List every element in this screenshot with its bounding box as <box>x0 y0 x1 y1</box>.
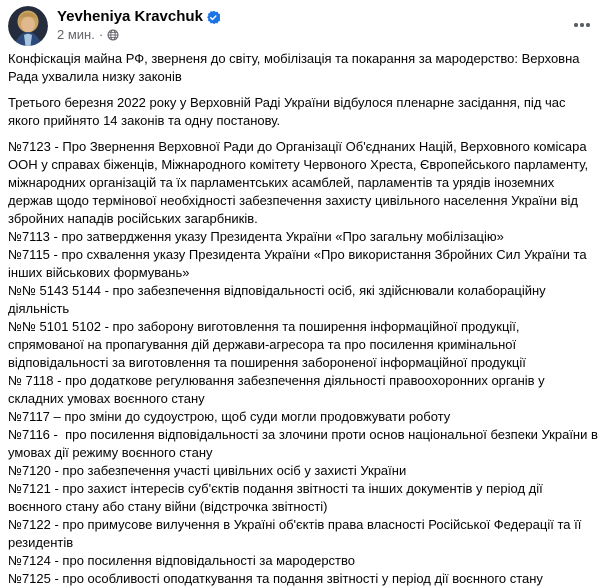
post-paragraph: №7123 - Про Звернення Верховної Ради до Організації Об'єднаних Націй, Верховного комісара ООН у справах біженців, Міжнародного комітету Червоного Хреста, Європейського парламенту, міжнародних організацій та їх парламентських асамблей, парламентів та урядів іноземних держав щодо термінової необхідності забезпечення захисту цивільного населення України від збройних нападів російських загарбників. <box>8 139 592 226</box>
post-paragraph: №7125 - про особливості оподаткування та подання звітності у період дії воєнного стану <box>8 571 543 586</box>
post-paragraph: №7121 - про захист інтересів суб'єктів подання звітності та інших документів у період дії воєнного стану або стану війни (відстрочка звітності) <box>8 481 547 514</box>
post-meta-row <box>57 27 566 42</box>
post-content <box>0 48 606 588</box>
globe-icon <box>107 29 119 41</box>
header-meta <box>57 5 566 42</box>
post-paragraph: Третього березня 2022 року у Верховній Раді України відбулося пленарне засідання, під час якого прийнято 14 законів та одну постанову. <box>8 95 570 128</box>
post-paragraph: № 7118 - про додаткове регулювання забезпечення діяльності правоохоронних органів у складних умовах воєнного стану <box>8 373 549 406</box>
meta-separator: · <box>98 27 104 42</box>
post-paragraph: №№ 5101 5102 - про заборону виготовлення та поширення інформаційної продукції, спрямованої на пропагування дій держави-агресора та про посилення кримінальної відповідальності за виготовлення та поширення забороненої інформаційної продукції <box>8 319 526 370</box>
post-paragraph: Конфіскація майна РФ, зверненя до світу, мобілізація та покарання за мародерство: Верховна Рада ухвалила низку законів <box>8 51 584 84</box>
post-header <box>0 0 606 48</box>
post-paragraph: №№ 5143 5144 - про забезпечення відповідальності осіб, які здійснювали колабораційну діяльність <box>8 283 550 316</box>
avatar-photo <box>8 6 48 46</box>
post-paragraph: №7113 - про затвердження указу Президента України «Про загальну мобілізацію» <box>8 229 504 244</box>
verified-badge-icon <box>207 11 220 24</box>
avatar[interactable] <box>8 6 48 46</box>
post-paragraph: №7117 – про зміни до судоустрою, щоб суди могли продовжувати роботу <box>8 409 451 424</box>
post-paragraph: №7120 - про забезпечення участі цивільних осіб у захисті України <box>8 463 407 478</box>
timestamp-link[interactable]: 2 мин. <box>57 27 95 42</box>
post-paragraph: №7116 - про посилення відповідальності за злочини проти основ національної безпеки України в умовах дії режиму воєнного стану <box>8 427 602 460</box>
post-paragraph: №7115 - про схвалення указу Президента України «Про використання Збройних Сил України та інших військових формувань» <box>8 247 591 280</box>
more-options-button[interactable] <box>566 9 598 41</box>
author-name-link[interactable]: Yevheniya Kravchuk <box>57 8 203 25</box>
post-paragraph: №7122 - про примусове вилучення в Україні об'єктів права власності Російської Федерації та її резидентів <box>8 517 585 550</box>
post-paragraph: №7124 - про посилення відповідальності за мародерство <box>8 553 356 568</box>
ellipsis-icon <box>574 23 590 27</box>
author-name-row <box>57 8 566 25</box>
